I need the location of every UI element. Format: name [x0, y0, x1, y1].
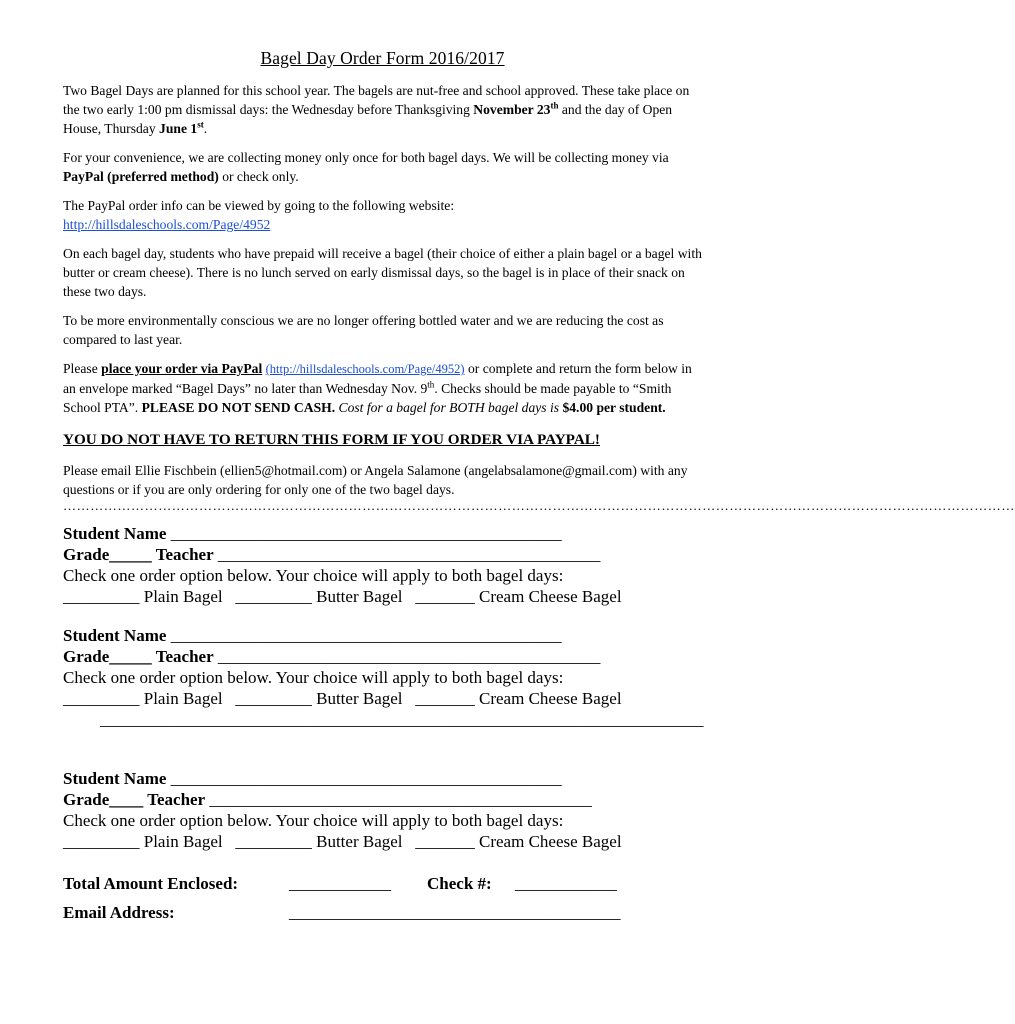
- intro-paragraph: [63, 81, 702, 138]
- plain-bagel-label: Plain Bagel: [139, 689, 236, 708]
- grade-label: Grade: [63, 545, 110, 564]
- intro-date-1-sup: th: [550, 100, 559, 111]
- teacher-label: Teacher: [151, 545, 214, 564]
- payment-method: PayPal (preferred method): [63, 169, 219, 184]
- butter-bagel-field[interactable]: _________: [235, 832, 312, 851]
- student-name-label: Student Name: [63, 626, 167, 645]
- price-text: $4.00 per student.: [562, 400, 666, 415]
- cream-cheese-bagel-label: Cream Cheese Bagel: [474, 832, 622, 851]
- intro-date-2-sup: st: [197, 119, 204, 130]
- paypal-info-link[interactable]: http://hillsdaleschools.com/Page/4952: [63, 217, 271, 232]
- order-text-2: or complete and return the form below in an envelope marked “Bagel Days” no later than Wednesday Nov. 9: [63, 361, 692, 396]
- cream-cheese-bagel-label: Cream Cheese Bagel: [474, 587, 622, 606]
- payment-text-2: or check only.: [218, 169, 299, 184]
- intro-text-1: Two Bagel Days are planned for this school year. The bagels are nut-free and school approved. These take place on the two early 1:00 pm dismissal days: the Wednesday before Thanksgiving: [63, 83, 690, 117]
- cream-cheese-bagel-field[interactable]: _______: [415, 587, 475, 606]
- grade-field[interactable]: _____: [109, 545, 152, 564]
- total-amount-field[interactable]: ____________: [289, 874, 391, 893]
- order-paypal-link[interactable]: (http://hillsdaleschools.com/Page/4952): [265, 362, 465, 376]
- cost-text: Cost for a bagel for BOTH bagel days is: [338, 400, 563, 415]
- grade-label: Grade: [63, 647, 110, 666]
- cream-cheese-bagel-label: Cream Cheese Bagel: [474, 689, 622, 708]
- no-cash-warning: PLEASE DO NOT SEND CASH.: [141, 400, 336, 415]
- student-name-field[interactable]: ______________________________________________: [166, 769, 562, 788]
- student-name-label: Student Name: [63, 524, 167, 543]
- cream-cheese-bagel-field[interactable]: _______: [415, 689, 475, 708]
- order-text-1: Please: [63, 361, 102, 376]
- student-block-1: [63, 523, 702, 607]
- plain-bagel-field[interactable]: _________: [63, 587, 140, 606]
- plain-bagel-field[interactable]: _________: [63, 689, 140, 708]
- student-name-field[interactable]: ______________________________________________: [166, 524, 562, 543]
- butter-bagel-label: Butter Bagel: [311, 587, 416, 606]
- butter-bagel-label: Butter Bagel: [311, 832, 416, 851]
- teacher-field[interactable]: _____________________________________________: [205, 790, 592, 809]
- order-instruction: Check one order option below. Your choice will apply to both bagel days:: [63, 668, 564, 687]
- plain-bagel-label: Plain Bagel: [139, 587, 236, 606]
- page-title: Bagel Day Order Form 2016/2017: [260, 48, 505, 68]
- butter-bagel-field[interactable]: _________: [235, 689, 312, 708]
- order-emphasis: place your order via PayPal: [101, 361, 263, 376]
- order-text-3: . Checks should be made payable to “Smith School PTA”.: [63, 381, 672, 415]
- totals-section: [63, 874, 702, 932]
- email-address-field[interactable]: _______________________________________: [289, 903, 621, 922]
- teacher-field[interactable]: _____________________________________________: [213, 647, 601, 666]
- student-block-3: [63, 768, 702, 852]
- order-date-sup: th: [427, 379, 435, 390]
- paypal-warning: YOU DO NOT HAVE TO RETURN THIS FORM IF YOU ORDER VIA PAYPAL!: [63, 431, 600, 448]
- student-name-label: Student Name: [63, 769, 167, 788]
- intro-text-3: .: [203, 121, 208, 136]
- grade-field[interactable]: ____: [109, 790, 144, 809]
- email-address-label: Email Address:: [63, 903, 175, 922]
- payment-text-1: For your convenience, we are collecting money only once for both bagel days. We will be collecting money via: [63, 150, 669, 165]
- grade-label: Grade: [63, 790, 110, 809]
- intro-text-2: and the day of Open House, Thursday: [63, 102, 673, 136]
- cut-line: …………………………………………………………………………………………………………………………………………………………………………………………: [63, 498, 1015, 513]
- plain-bagel-label: Plain Bagel: [139, 832, 236, 851]
- bagel-choice-paragraph: On each bagel day, students who have prepaid will receive a bagel (their choice of either a plain bagel or a bagel with butter or cream cheese). There is no lunch served on early dismissal days, so the bagel is in place of their snack on these two days.: [63, 246, 702, 299]
- butter-bagel-field[interactable]: _________: [235, 587, 312, 606]
- teacher-label: Teacher: [143, 790, 206, 809]
- butter-bagel-label: Butter Bagel: [311, 689, 416, 708]
- order-instruction: Check one order option below. Your choice will apply to both bagel days:: [63, 811, 564, 830]
- check-number-field[interactable]: ____________: [515, 874, 617, 893]
- teacher-field[interactable]: _____________________________________________: [213, 545, 601, 564]
- check-number-label: Check #:: [427, 874, 492, 893]
- order-instruction: Check one order option below. Your choice will apply to both bagel days:: [63, 566, 564, 585]
- paypal-info-paragraph: [63, 196, 702, 234]
- plain-bagel-field[interactable]: _________: [63, 832, 140, 851]
- intro-date-1: November 23: [473, 102, 551, 117]
- intro-date-2: June 1: [159, 121, 198, 136]
- order-instructions-paragraph: [63, 359, 702, 417]
- teacher-label: Teacher: [151, 647, 214, 666]
- total-amount-label: Total Amount Enclosed:: [63, 874, 239, 893]
- contact-paragraph: Please email Ellie Fischbein (ellien5@hotmail.com) or Angela Salamone (angelabsalamone@gmail.com) with any questions or if you are only ordering for only one of the two bagel days.: [63, 463, 688, 497]
- grade-field[interactable]: _____: [109, 647, 152, 666]
- payment-paragraph: [63, 148, 702, 186]
- student-block-2: [63, 625, 702, 709]
- student-name-field[interactable]: ______________________________________________: [166, 626, 562, 645]
- environment-paragraph: To be more environmentally conscious we are no longer offering bottled water and we are reducing the cost as compared to last year.: [63, 313, 664, 347]
- cream-cheese-bagel-field[interactable]: _______: [415, 832, 475, 851]
- paypal-info-text: The PayPal order info can be viewed by going to the following website:: [63, 198, 455, 213]
- separator-line: _______________________________________________________________________: [100, 710, 704, 729]
